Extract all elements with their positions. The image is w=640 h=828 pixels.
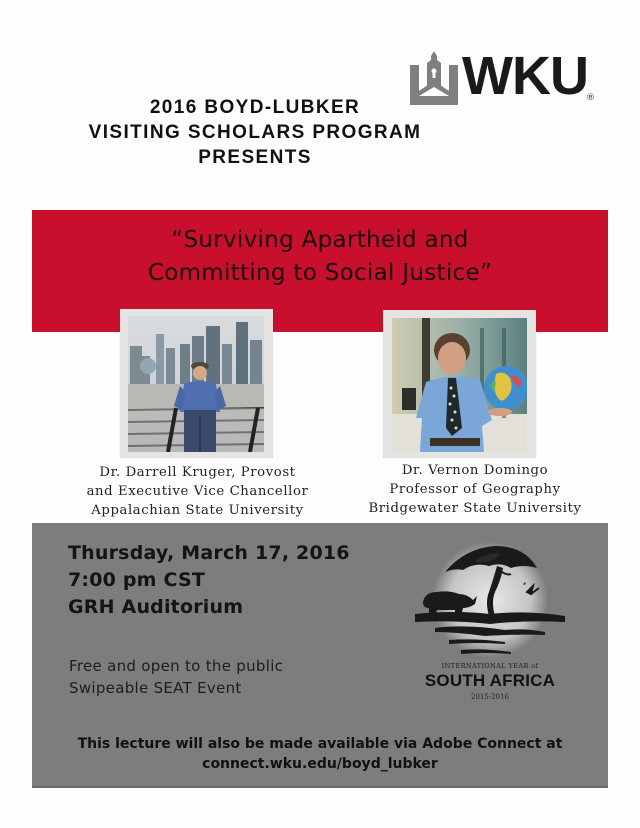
speaker-2-university: Bridgewater State University bbox=[368, 501, 582, 516]
lecture-title-line-2: Committing to Social Justice” bbox=[147, 260, 493, 286]
wku-wordmark: WKU bbox=[462, 46, 588, 106]
event-details bbox=[68, 540, 350, 621]
event-date: Thursday, March 17, 2016 bbox=[68, 542, 350, 564]
emblem-small-label: INTERNATIONAL YEAR of bbox=[441, 662, 539, 670]
speaker-1-university: Appalachian State University bbox=[91, 503, 304, 518]
adobe-connect-url[interactable]: connect.wku.edu/boyd_lubker bbox=[202, 756, 438, 772]
acacia-rhino-icon bbox=[415, 540, 565, 662]
speaker-1-name: Dr. Darrell Kruger, Provost bbox=[99, 465, 296, 480]
speaker-1-title: and Executive Vice Chancellor bbox=[86, 484, 309, 499]
registered-mark: ® bbox=[586, 93, 595, 103]
event-admission-note: Free and open to the public bbox=[69, 657, 284, 675]
emblem-years: 2015-2016 bbox=[471, 693, 509, 701]
event-notes bbox=[69, 655, 283, 699]
speaker-2-caption bbox=[330, 461, 620, 518]
wku-logo bbox=[410, 46, 600, 107]
lecture-title bbox=[32, 224, 608, 290]
program-heading bbox=[60, 95, 450, 170]
speaker-1-photo-frame bbox=[120, 309, 273, 458]
heading-line-3: PRESENTS bbox=[198, 147, 312, 168]
adobe-connect-note bbox=[32, 734, 608, 774]
speaker-2-photo-frame bbox=[383, 310, 536, 458]
wku-tower-icon bbox=[410, 51, 458, 105]
emblem-title: SOUTH AFRICA bbox=[424, 671, 556, 690]
heading-line-1: 2016 BOYD-LUBKER bbox=[149, 97, 361, 118]
speaker-2-title: Professor of Geography bbox=[389, 482, 561, 497]
speaker-1-caption bbox=[55, 463, 340, 520]
event-seat-note: Swipeable SEAT Event bbox=[69, 679, 242, 697]
south-africa-emblem bbox=[415, 540, 565, 715]
speaker-2-name: Dr. Vernon Domingo bbox=[401, 463, 549, 478]
speaker-photo-holding-globe bbox=[392, 318, 527, 452]
heading-line-2: VISITING SCHOLARS PROGRAM bbox=[88, 122, 422, 143]
lecture-title-line-1: “Surviving Apartheid and bbox=[171, 227, 469, 253]
adobe-connect-line: This lecture will also be made available via Adobe Connect at bbox=[77, 736, 563, 752]
event-time: 7:00 pm CST bbox=[68, 569, 206, 591]
event-location: GRH Auditorium bbox=[68, 596, 244, 618]
speaker-photo-city-skyline bbox=[128, 316, 264, 452]
